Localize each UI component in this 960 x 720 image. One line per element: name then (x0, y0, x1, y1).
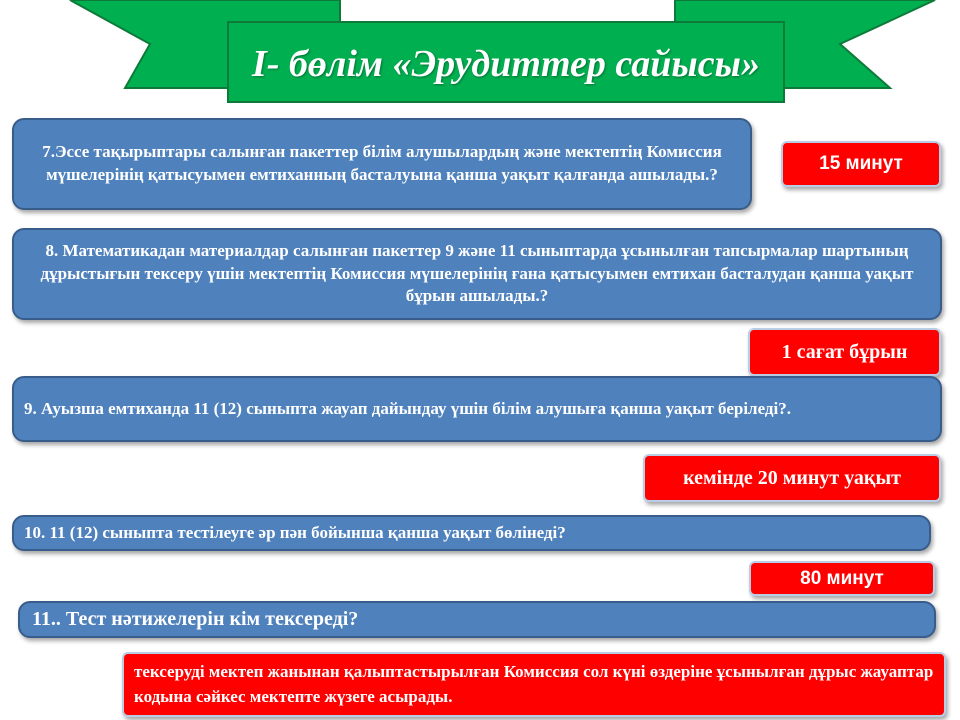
question-7-box (12, 118, 752, 210)
answer-10-box (749, 561, 935, 596)
question-11-text: 11.. Тест нәтижелерін кім тексереді? (32, 608, 359, 630)
answer-9-box (643, 454, 941, 502)
question-8-text: 8. Математикадан материалдар салынған пакеттер 9 және 11 сыныптарда ұсынылған тапсырмалар шартының дұрыстығын тексеру үшін мектептің Комиссия мүшелерінің ғана қатысуымен емтихан басталудан қанша уақыт бұрын ашылады.? (40, 240, 914, 306)
question-7-text: 7.Эссе тақырыптары салынған пакеттер білім алушылардың және мектептің Комиссия мүшелерінің қатысуымен емтиханның басталуына қанша уақыт қалғанда ашылады.? (42, 142, 722, 184)
question-8-box (12, 228, 942, 320)
answer-10-text: 80 минут (800, 567, 884, 589)
question-10-box (12, 515, 931, 551)
answer-8-box (748, 328, 941, 376)
page-title: І- бөлім «Эрудиттер сайысы» (251, 43, 761, 85)
question-11-box (18, 601, 936, 638)
answer-8-text: 1 сағат бұрын (781, 340, 908, 363)
question-9-box (12, 376, 942, 442)
answer-11-text: тексеруді мектеп жанынан қалыптастырылған Комиссия сол күні өздеріне ұсынылған дұрыс жауаптар кодына сәйкес мектепте жүзеге асырады. (134, 661, 934, 706)
question-9-text: 9. Ауызша емтиханда 11 (12) сыныпта жауап дайындау үшін білім алушыға қанша уақыт беріледі?. (24, 398, 791, 418)
answer-9-text: кемінде 20 минут уақыт (683, 466, 901, 489)
answer-7-text: 15 минут (819, 153, 903, 174)
answer-11-box (122, 652, 946, 717)
answer-7-box (781, 141, 941, 187)
question-10-text: 10. 11 (12) сыныпта тестілеуге әр пән бойынша қанша уақыт бөлінеді? (24, 522, 566, 542)
